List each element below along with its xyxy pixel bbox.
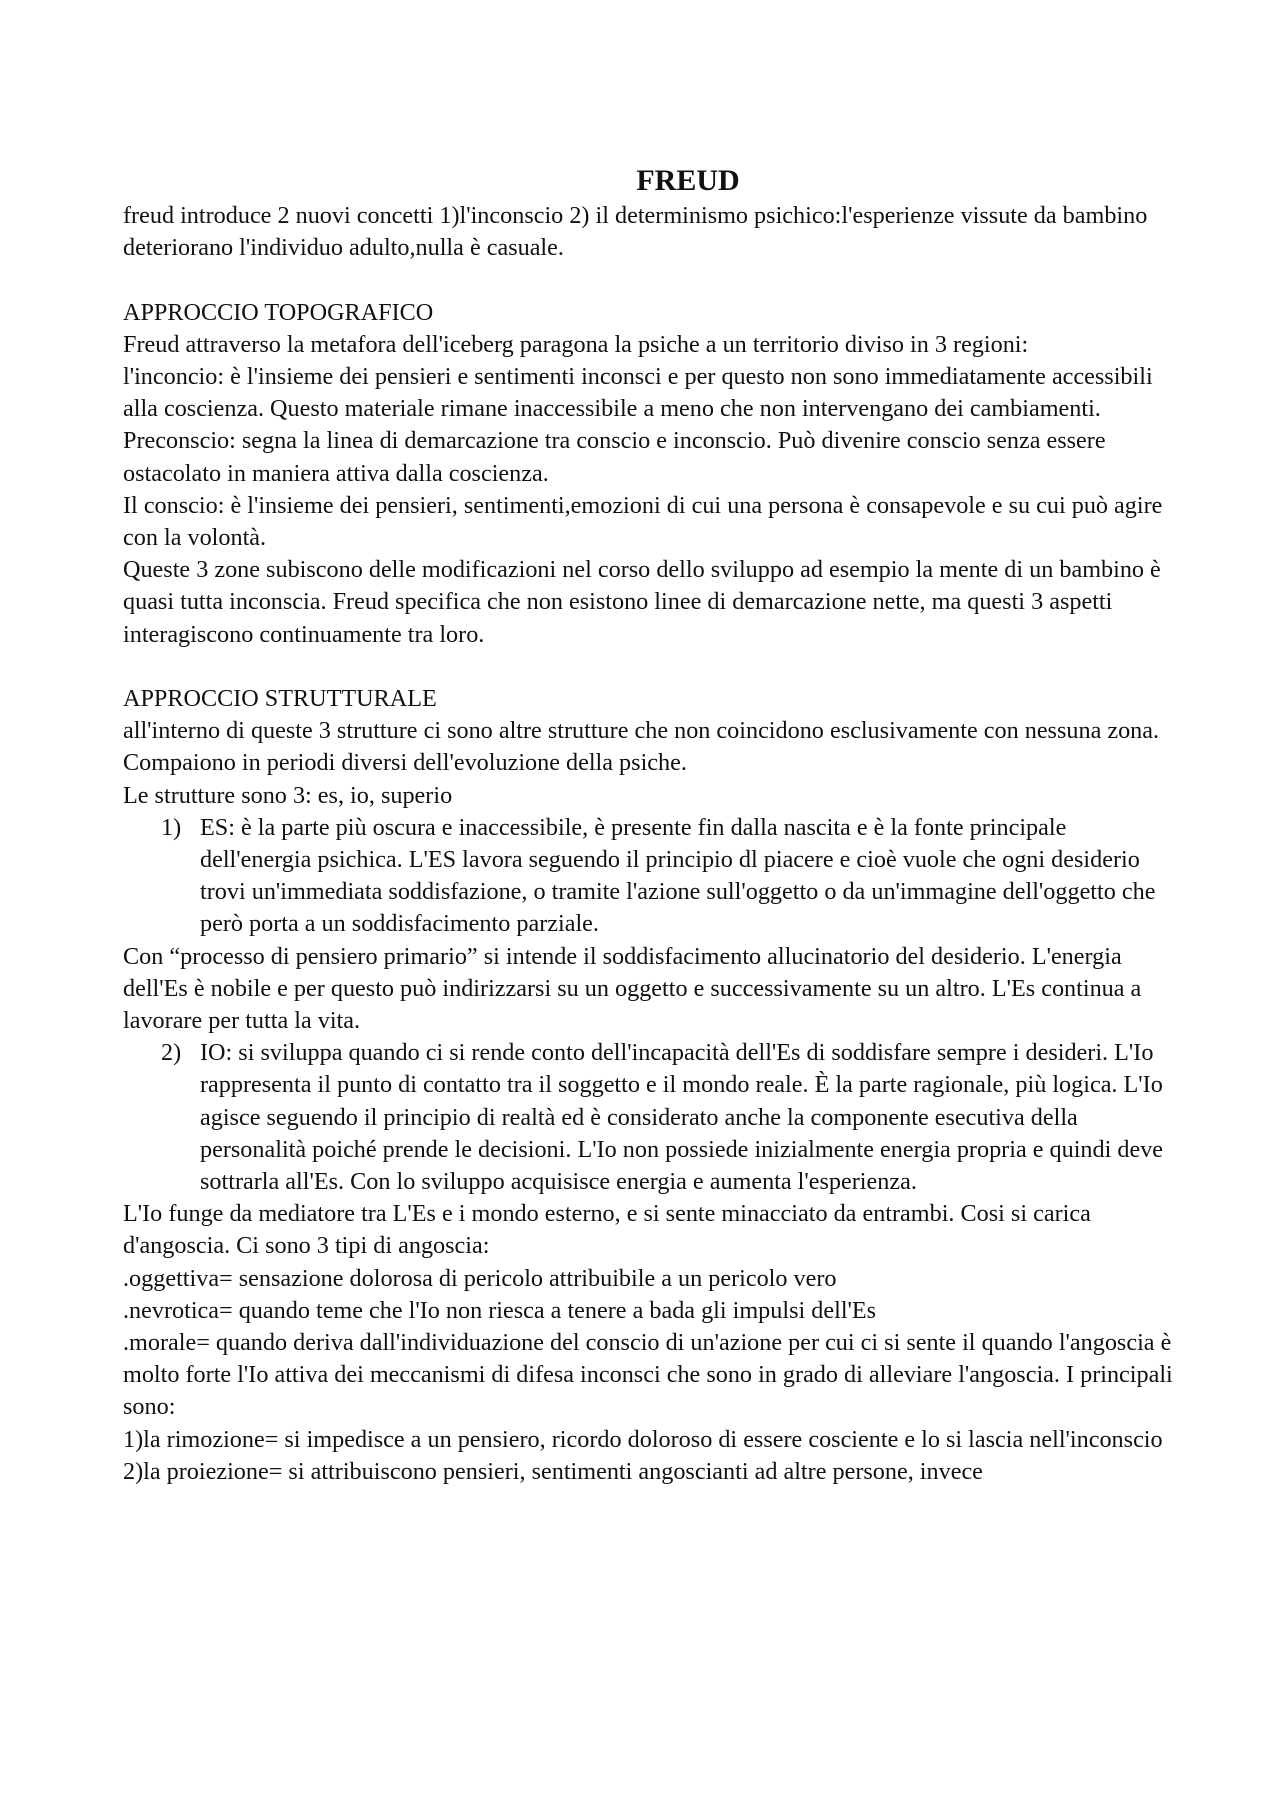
- topographic-paragraph: Freud attraverso la metafora dell'iceberg paragona la psiche a un territorio diviso in 3 regioni:: [123, 330, 1029, 358]
- spacer: [123, 264, 1183, 296]
- list-item-text: ES: è la parte più oscura e inaccessibile, è presente fin dalla nascita e è la fonte principale dell'energia psichica. L'ES lavora seguendo il principio dl piacere e cioè vuole che ogni desiderio trovi un'immediata soddisfazione, o tramite l'azione sull'oggetto o da un'immagine dell'oggetto che però porta a un soddisfacimento parziale.: [200, 813, 1156, 938]
- defense-mechanism: 1)la rimozione= si impedisce a un pensiero, ricordo doloroso di essere cosciente e lo si lascia nell'inconscio: [123, 1425, 1163, 1453]
- topographic-paragraph: Il conscio: è l'insieme dei pensieri, sentimenti,emozioni di cui una persona è consapevole e su cui può agire con la volontà.: [123, 491, 1163, 552]
- list-item-es: [123, 812, 1183, 941]
- structural-paragraph: all'interno di queste 3 strutture ci sono altre strutture che non coincidono esclusivamente con nessuna zona.: [123, 717, 1160, 745]
- topographic-paragraph: Preconscio: segna la linea di demarcazione tra conscio e inconscio. Può divenire conscio senza essere ostacolato in maniera attiva dalla coscienza.: [123, 427, 1106, 487]
- list-item-io: [123, 1037, 1183, 1198]
- defense-mechanism: 2)la proiezione= si attribuiscono pensieri, sentimenti angoscianti ad altre persone, invece: [123, 1457, 983, 1485]
- spacer: [123, 651, 1183, 683]
- list-item-number: 1): [161, 813, 182, 841]
- anxiety-type: .oggettiva= sensazione dolorosa di pericolo attribuibile a un pericolo vero: [123, 1264, 837, 1292]
- anxiety-type: .morale= quando deriva dall'individuazione del conscio di un'azione per cui ci si sente il quando l'angoscia è molto forte l'Io attiva dei meccanismi di difesa inconsci che sono in grado di alleviare l'angoscia. I principali sono:: [123, 1329, 1173, 1421]
- page-title: FREUD: [636, 164, 740, 197]
- intro-paragraph: freud introduce 2 nuovi concetti 1)l'inconscio 2) il determinismo psichico:l'esperienze vissute da bambino deteriorano l'individuo adulto,nulla è casuale.: [123, 202, 1148, 262]
- section-heading-structural: APPROCCIO STRUTTURALE: [123, 685, 437, 713]
- structural-paragraph: Le strutture sono 3: es, io, superio: [123, 781, 453, 809]
- section-heading-topographic: APPROCCIO TOPOGRAFICO: [123, 298, 434, 326]
- list-item-text: IO: si sviluppa quando ci si rende conto dell'incapacità dell'Es di soddisfare sempre i desideri. L'Io rappresenta il punto di contatto tra il soggetto e il mondo reale. È la parte ragionale, più logica. L'Io agisce seguendo il principio di realtà ed è considerato anche la componente esecutiva della personalità poiché prende le decisioni. L'Io non possiede inizialmente energia propria e quindi deve sottrarla all'Es. Con lo sviluppo acquisisce energia e aumenta l'esperienza.: [200, 1039, 1164, 1196]
- document-body: [123, 162, 1183, 1488]
- list-item-number: 2): [161, 1039, 182, 1067]
- topographic-paragraph: Queste 3 zone subiscono delle modificazioni nel corso dello sviluppo ad esempio la mente di un bambino è quasi tutta inconscia. Freud specifica che non esistono linee di demarcazione nette, ma questi 3 aspetti interagiscono continuamente tra loro.: [123, 556, 1161, 648]
- structural-paragraph: Compaiono in periodi diversi dell'evoluzione della psiche.: [123, 749, 687, 777]
- es-paragraph: Con “processo di pensiero primario” si intende il soddisfacimento allucinatorio del desiderio. L'energia dell'Es è nobile e per questo può indirizzarsi su un oggetto e successivamente su un altro. L'Es continua a lavorare per tutta la vita.: [123, 942, 1142, 1035]
- anxiety-type: .nevrotica= quando teme che l'Io non riesca a tenere a bada gli impulsi dell'Es: [123, 1296, 877, 1324]
- topographic-paragraph: l'inconcio: è l'insieme dei pensieri e sentimenti inconsci e per questo non sono immediatamente accessibili alla coscienza. Questo materiale rimane inaccessibile a meno che non intervengano dei cambiamenti.: [123, 363, 1153, 423]
- io-paragraph: L'Io funge da mediatore tra L'Es e i mondo esterno, e si sente minacciato da entrambi. Cosi si carica d'angoscia. Ci sono 3 tipi di angoscia:: [123, 1200, 1091, 1260]
